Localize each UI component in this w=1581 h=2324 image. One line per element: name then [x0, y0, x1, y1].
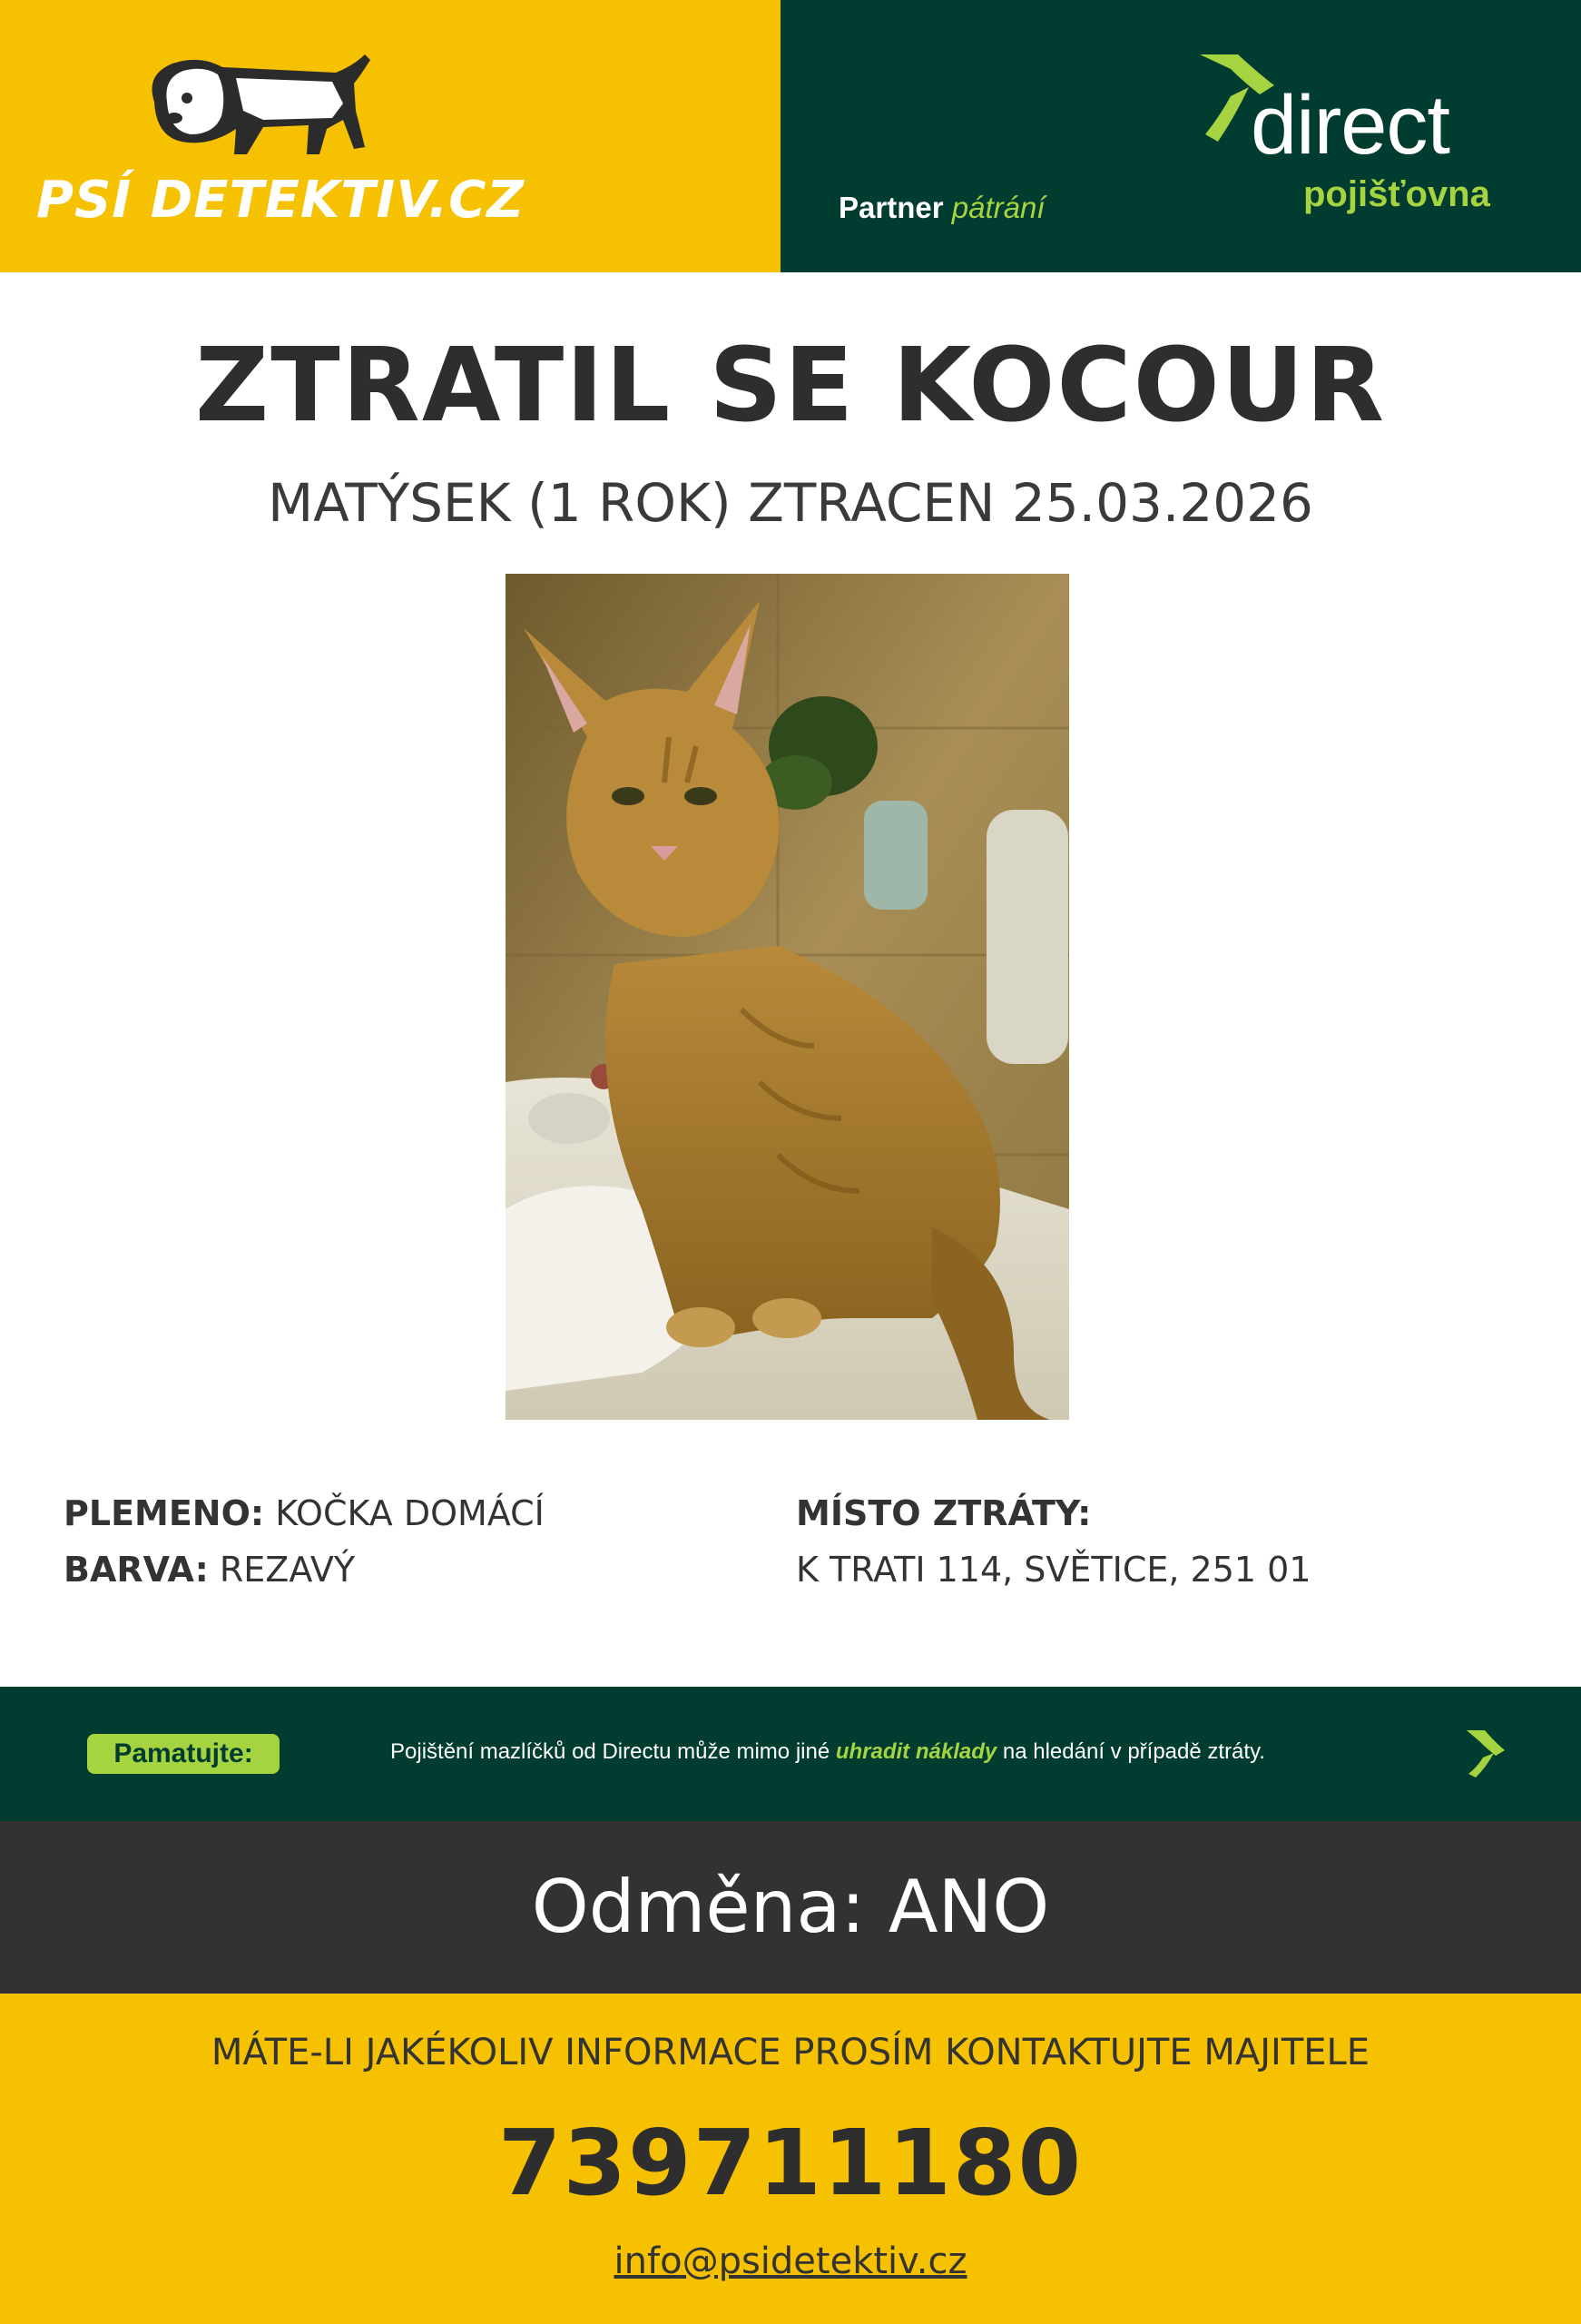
details-right [796, 1493, 1311, 1606]
insurance-banner[interactable] [0, 1687, 1581, 1821]
color-value: REZAVÝ [219, 1550, 356, 1590]
cat-photo-drawing [506, 574, 1069, 1420]
cat-photo [506, 574, 1069, 1420]
banner-text-after: na hledání v případě ztráty. [1002, 1739, 1265, 1764]
contact-section [0, 1994, 1581, 2324]
page-subtitle: MATÝSEK (1 ROK) ZTRACEN 25.03.2026 [268, 472, 1313, 534]
partner-logo-word: direct [1251, 79, 1449, 172]
place-value-row [796, 1550, 1311, 1606]
reward-bar: Odměna: ANO [0, 1821, 1581, 1994]
color-label: BARVA: [64, 1550, 209, 1590]
partner-label-italic: pátrání [951, 191, 1046, 224]
banner-text [390, 1739, 1265, 1765]
header [0, 0, 1581, 272]
remember-badge: Pamatujte: [87, 1734, 280, 1774]
banner-text-before: Pojištění mazlíčků od Directu může mimo jiné [390, 1739, 830, 1764]
brand-panel [0, 0, 781, 272]
place-label: MÍSTO ZTRÁTY: [796, 1493, 1092, 1533]
partner-caption [839, 191, 1045, 225]
email-link[interactable]: info@psidetektiv.cz [614, 2240, 967, 2282]
breed-value: KOČKA DOMÁCÍ [275, 1493, 545, 1533]
phone-number[interactable]: 739711180 [497, 2110, 1084, 2216]
color-row [64, 1550, 545, 1606]
place-value: K TRATI 114, SVĚTICE, 251 01 [796, 1550, 1311, 1590]
contact-instruction: MÁTE-LI JAKÉKOLIV INFORMACE PROSÍM KONTAKTUJTE MAJITELE [211, 2032, 1370, 2073]
breed-label: PLEMENO: [64, 1493, 265, 1533]
dog-logo-icon [127, 47, 372, 165]
place-label-row [796, 1493, 1311, 1550]
breed-row [64, 1493, 545, 1550]
banner-text-highlight: uhradit náklady [835, 1739, 997, 1764]
partner-logo-sub: pojišťovna [1303, 174, 1490, 214]
partner-panel [781, 0, 1581, 272]
partner-label: Partner [839, 191, 944, 224]
chevron-right-icon [1465, 1728, 1507, 1779]
page-title: ZTRATIL SE KOCOUR [195, 327, 1386, 445]
brand-name: PSÍ DETEKTIV.CZ [36, 171, 525, 230]
details-left [64, 1493, 545, 1606]
